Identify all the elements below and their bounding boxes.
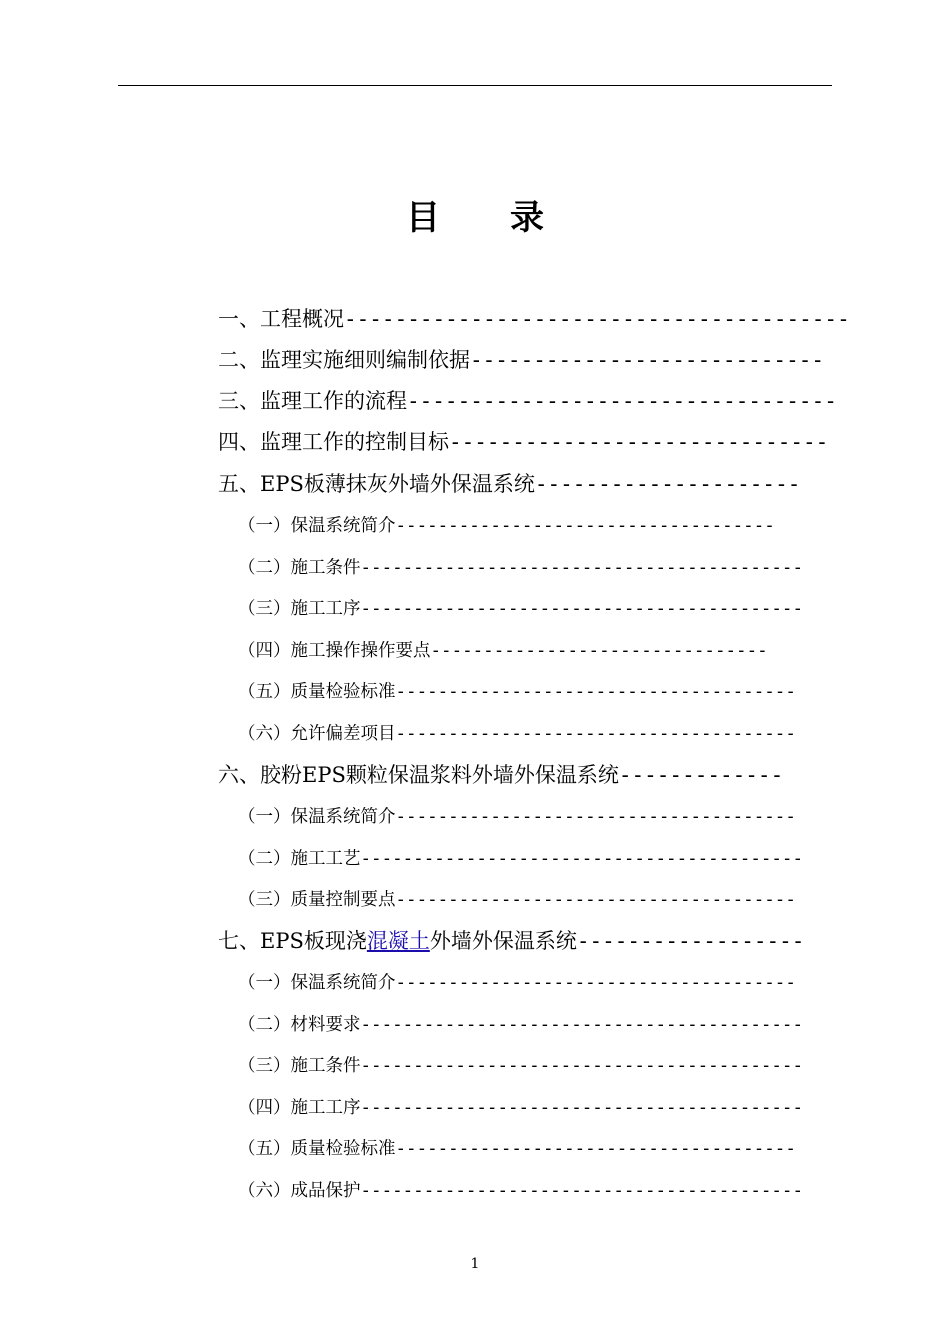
toc-entry[interactable]: （四）施工工序------------------------------------------ (238, 1098, 804, 1118)
toc-entry[interactable]: （一）保温系统简介------------------------------------ (238, 516, 775, 536)
toc-entry[interactable]: 六、胶粉EPS颗粒保温浆料外墙外保温系统------------- (218, 763, 784, 787)
toc-entry[interactable]: 七、EPS板现浇混凝土外墙外保温系统------------------ (218, 929, 805, 953)
toc-entry[interactable]: （一）保温系统简介-------------------------------------- (238, 807, 796, 827)
toc-entry[interactable]: （二）施工工艺------------------------------------------ (238, 849, 804, 869)
toc-entry[interactable]: （五）质量检验标准-------------------------------------- (238, 682, 796, 702)
page-number: 1 (470, 1256, 480, 1272)
toc-entry[interactable]: （五）质量检验标准-------------------------------------- (238, 1139, 796, 1159)
toc-entry[interactable]: 二、监理实施细则编制依据---------------------------- (218, 348, 825, 372)
toc-entry[interactable]: （一）保温系统简介-------------------------------------- (238, 973, 796, 993)
toc-entry[interactable]: 一、工程概况---------------------------------------- (218, 307, 850, 331)
toc-entry[interactable]: （二）施工条件------------------------------------------ (238, 558, 804, 578)
toc-entry[interactable]: （六）成品保护------------------------------------------ (238, 1181, 804, 1201)
toc-entry[interactable]: （六）允许偏差项目-------------------------------------- (238, 724, 796, 744)
toc-entry[interactable]: 四、监理工作的控制目标------------------------------ (218, 430, 829, 454)
toc-entry[interactable]: 三、监理工作的流程---------------------------------- (218, 389, 837, 413)
toc-entry[interactable]: （四）施工操作操作要点-------------------------------- (238, 641, 768, 661)
toc-entry[interactable]: （三）施工工序------------------------------------------ (238, 599, 804, 619)
toc-entry[interactable]: （三）施工条件------------------------------------------ (238, 1056, 804, 1076)
toc-entry[interactable]: 五、EPS板薄抹灰外墙外保温系统--------------------- (218, 472, 801, 496)
toc-entry[interactable]: （三）质量控制要点-------------------------------------- (238, 890, 796, 910)
toc-entry[interactable]: （二）材料要求------------------------------------------ (238, 1015, 804, 1035)
concrete-link[interactable]: 混凝土 (366, 929, 430, 953)
title-char-left: 目 (406, 198, 440, 238)
title-char-right: 录 (510, 198, 544, 238)
